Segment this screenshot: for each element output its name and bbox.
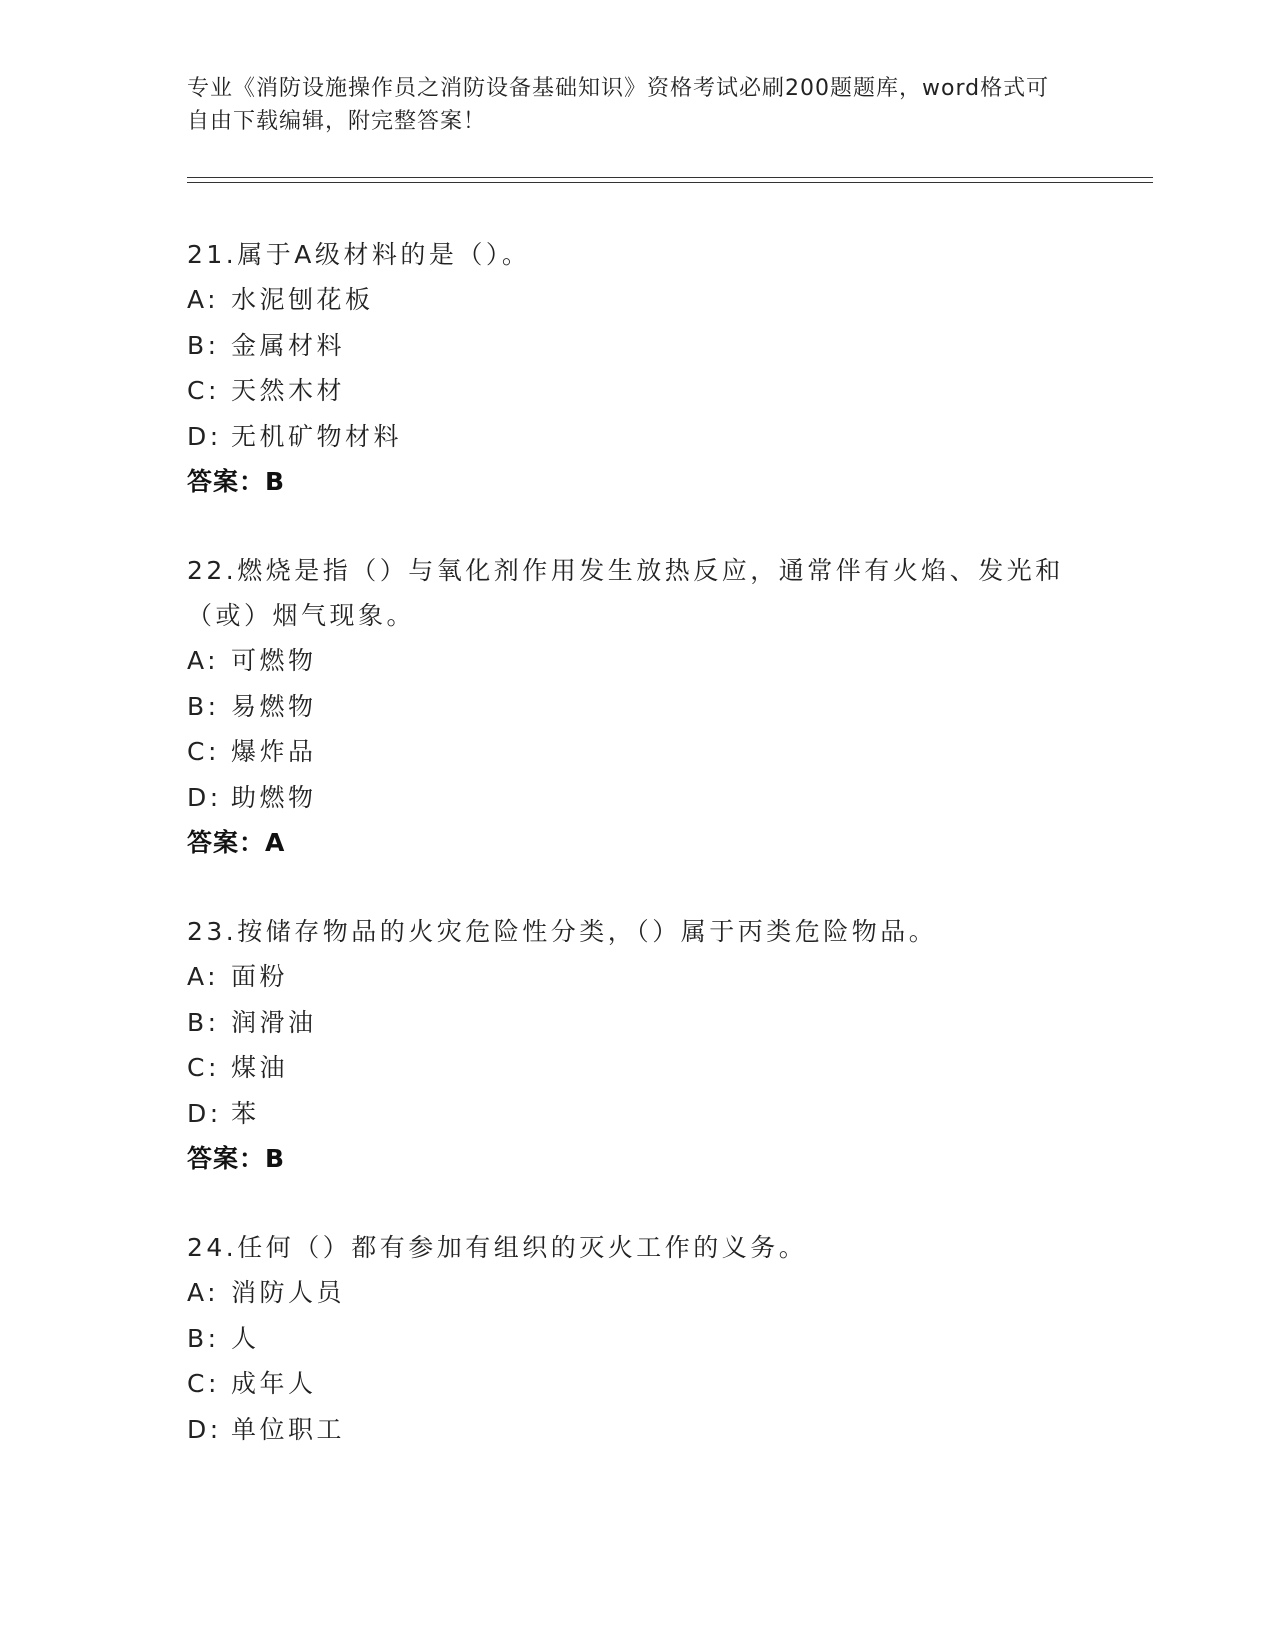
option-letter: D: bbox=[187, 1098, 222, 1128]
option-b bbox=[187, 323, 1087, 369]
question-stem: 24.任何（）都有参加有组织的灭火工作的义务。 bbox=[187, 1233, 808, 1262]
option-letter: C: bbox=[187, 376, 220, 405]
option-letter: A: bbox=[187, 962, 220, 991]
option-d bbox=[187, 1091, 1087, 1137]
option-d bbox=[187, 775, 1087, 821]
option-a bbox=[187, 954, 1087, 1000]
option-text: 苯 bbox=[231, 1098, 260, 1128]
option-letter: B: bbox=[187, 330, 220, 360]
answer-value: B bbox=[265, 1144, 286, 1173]
option-text: 金属材料 bbox=[231, 330, 346, 360]
answer-line bbox=[187, 459, 1087, 504]
answer-label: 答案： bbox=[187, 1144, 266, 1173]
option-c bbox=[187, 1361, 1087, 1407]
option-letter: C: bbox=[187, 1053, 220, 1082]
option-letter: B: bbox=[187, 691, 220, 721]
option-text: 单位职工 bbox=[231, 1414, 346, 1444]
question-item bbox=[187, 909, 1087, 1181]
answer-value: A bbox=[265, 828, 286, 857]
question-item bbox=[187, 548, 1087, 865]
option-text: 助燃物 bbox=[231, 782, 317, 812]
question-stem: 21.属于A级材料的是（）。 bbox=[187, 240, 531, 269]
option-b bbox=[187, 1000, 1087, 1046]
option-text: 易燃物 bbox=[231, 691, 317, 721]
option-text: 无机矿物材料 bbox=[231, 421, 403, 451]
answer-label: 答案： bbox=[187, 828, 266, 857]
option-c bbox=[187, 1045, 1087, 1091]
answer-value: B bbox=[265, 467, 286, 496]
option-letter: A: bbox=[187, 646, 220, 675]
document-header: 专业《消防设施操作员之消防设备基础知识》资格考试必刷200题题库，word格式可自由下载编辑，附完整答案！ bbox=[187, 76, 1050, 134]
option-letter: B: bbox=[187, 1323, 220, 1353]
option-letter: C: bbox=[187, 1369, 220, 1398]
question-stem: 23.按储存物品的火灾危险性分类，（）属于丙类危险物品。 bbox=[187, 917, 938, 946]
option-text: 面粉 bbox=[231, 962, 289, 991]
option-c bbox=[187, 729, 1087, 775]
option-text: 可燃物 bbox=[231, 646, 317, 675]
option-a bbox=[187, 277, 1087, 323]
option-text: 煤油 bbox=[231, 1053, 289, 1082]
header-rule-top bbox=[187, 177, 1153, 178]
option-letter: A: bbox=[187, 1278, 220, 1307]
option-text: 天然木材 bbox=[231, 376, 346, 405]
option-letter: B: bbox=[187, 1007, 220, 1037]
option-text: 消防人员 bbox=[231, 1278, 346, 1307]
option-letter: D: bbox=[187, 421, 222, 451]
option-letter: A: bbox=[187, 285, 220, 314]
option-text: 水泥刨花板 bbox=[231, 285, 374, 314]
option-letter: D: bbox=[187, 1414, 222, 1444]
option-letter: D: bbox=[187, 782, 222, 812]
option-b bbox=[187, 1316, 1087, 1362]
answer-line bbox=[187, 820, 1087, 865]
answer-line bbox=[187, 1136, 1087, 1181]
question-list bbox=[187, 232, 1087, 1496]
option-text: 润滑油 bbox=[231, 1007, 317, 1037]
option-a bbox=[187, 1270, 1087, 1316]
option-c bbox=[187, 368, 1087, 414]
option-letter: C: bbox=[187, 737, 220, 766]
answer-label: 答案： bbox=[187, 467, 266, 496]
option-a bbox=[187, 638, 1087, 684]
option-text: 爆炸品 bbox=[231, 737, 317, 766]
header-rule-bottom bbox=[187, 182, 1153, 183]
option-b bbox=[187, 684, 1087, 730]
question-item bbox=[187, 1225, 1087, 1452]
option-d bbox=[187, 1407, 1087, 1453]
question-item bbox=[187, 232, 1087, 504]
option-d bbox=[187, 414, 1087, 460]
option-text: 人 bbox=[231, 1323, 260, 1353]
option-text: 成年人 bbox=[231, 1369, 317, 1398]
question-stem: 22.燃烧是指（）与氧化剂作用发生放热反应，通常伴有火焰、发光和（或）烟气现象。 bbox=[187, 556, 1064, 630]
